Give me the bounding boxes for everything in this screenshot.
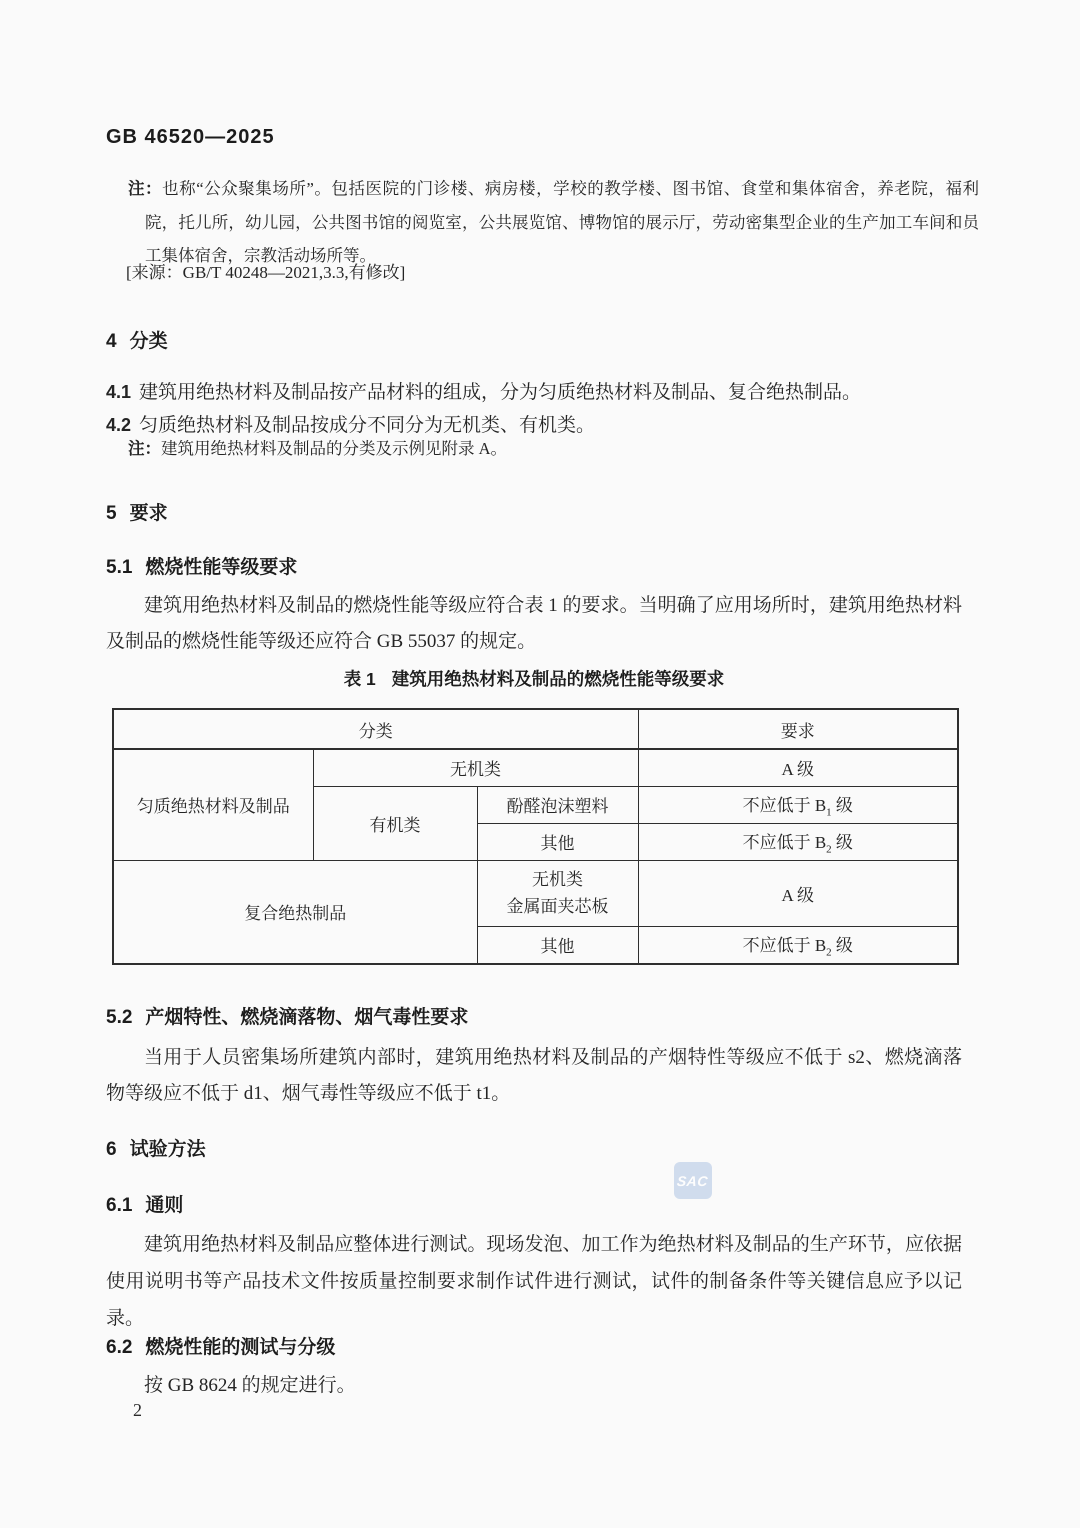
heading-title: 通则 bbox=[145, 1195, 184, 1216]
cell-inorganic: 无机类 bbox=[313, 749, 638, 786]
caption-title: 建筑用绝热材料及制品的燃烧性能等级要求 bbox=[391, 669, 725, 689]
req-text: 级 bbox=[831, 936, 853, 956]
heading-5-1 bbox=[106, 552, 297, 579]
section-6-heading bbox=[106, 1134, 206, 1161]
heading-number: 5.1 bbox=[106, 557, 133, 578]
para-5-1: 建筑用绝热材料及制品的燃烧性能等级应符合表 1 的要求。当明确了应用场所时，建筑用绝热材料及制品的燃烧性能等级还应符合 GB 55037 的规定。 bbox=[106, 595, 962, 652]
req-text: 不应低于 B bbox=[742, 936, 827, 956]
cell-composite-inorganic bbox=[477, 860, 638, 926]
table-header-row bbox=[113, 709, 958, 749]
section-5-heading bbox=[106, 498, 168, 525]
cell-line: 无机类 bbox=[532, 870, 583, 889]
clause-number: 4.2 bbox=[106, 415, 132, 435]
heading-number: 5.2 bbox=[106, 1007, 133, 1028]
heading-title: 分类 bbox=[129, 331, 168, 352]
cell-req-other-composite bbox=[638, 926, 958, 964]
heading-title: 燃烧性能的测试与分级 bbox=[145, 1337, 336, 1358]
source-line: [来源：GB/T 40248—2021,3.3,有修改] bbox=[126, 263, 406, 282]
section-4-note bbox=[128, 432, 979, 466]
heading-number: 6.2 bbox=[106, 1337, 133, 1358]
req-text: 不应低于 B bbox=[742, 795, 827, 815]
cell-req-composite-inorganic: A 级 bbox=[638, 860, 958, 926]
sac-watermark-text: SAC bbox=[676, 1172, 710, 1189]
note-label: 注： bbox=[128, 180, 163, 198]
clause-number: 4.1 bbox=[106, 382, 132, 402]
heading-6-2 bbox=[106, 1332, 335, 1359]
clause-text: 匀质绝热材料及制品按成分不同分为无机类、有机类。 bbox=[139, 415, 596, 436]
cell-line: 金属面夹芯板 bbox=[506, 897, 609, 916]
table-row bbox=[113, 860, 958, 926]
heading-5-2 bbox=[106, 1002, 468, 1029]
heading-title: 产烟特性、燃烧滴落物、烟气毒性要求 bbox=[145, 1007, 469, 1028]
page-number: 2 bbox=[133, 1400, 142, 1420]
heading-title: 要求 bbox=[129, 503, 168, 524]
cell-req-inorganic: A 级 bbox=[638, 749, 958, 786]
req-text: 不应低于 B bbox=[742, 832, 827, 852]
clause-text: 建筑用绝热材料及制品按产品材料的组成，分为匀质绝热材料及制品、复合绝热制品。 bbox=[139, 382, 862, 403]
cell-other-homogeneous: 其他 bbox=[477, 823, 638, 860]
heading-number: 6.1 bbox=[106, 1195, 133, 1216]
cell-other-composite: 其他 bbox=[477, 926, 638, 964]
cell-req-phenolic bbox=[638, 786, 958, 823]
table-header-classification: 分类 bbox=[113, 709, 638, 749]
req-subscript: 1 bbox=[826, 806, 832, 819]
cell-organic: 有机类 bbox=[313, 786, 477, 860]
para-6-2: 按 GB 8624 的规定进行。 bbox=[144, 1375, 356, 1396]
heading-number: 4 bbox=[106, 331, 117, 352]
doc-code: GB 46520—2025 bbox=[106, 126, 275, 148]
req-subscript: 2 bbox=[826, 946, 832, 959]
para-6-1: 建筑用绝热材料及制品应整体进行测试。现场发泡、加工作为绝热材料及制品的生产环节，应依据使用说明书等产品技术文件按质量控制要求制作试件进行测试，试件的制备条件等关键信息应予以记录。 bbox=[106, 1234, 962, 1329]
req-text: 级 bbox=[831, 832, 853, 852]
cell-composite: 复合绝热制品 bbox=[113, 860, 477, 964]
req-subscript: 2 bbox=[826, 843, 832, 856]
heading-number: 5 bbox=[106, 503, 117, 524]
clause-4-1 bbox=[106, 376, 962, 409]
table-1 bbox=[112, 708, 959, 965]
table-1-caption bbox=[106, 666, 962, 691]
sac-watermark-logo bbox=[674, 1162, 712, 1199]
term-note bbox=[128, 172, 979, 272]
heading-6-1 bbox=[106, 1190, 183, 1217]
heading-title: 试验方法 bbox=[129, 1139, 206, 1160]
note-text: 建筑用绝热材料及制品的分类及示例见附录 A。 bbox=[161, 439, 508, 458]
caption-label: 表 1 bbox=[343, 669, 376, 689]
table-row bbox=[113, 749, 958, 786]
cell-phenolic: 酚醛泡沫塑料 bbox=[477, 786, 638, 823]
section-4-heading bbox=[106, 326, 168, 353]
table-header-requirement: 要求 bbox=[638, 709, 958, 749]
cell-homogeneous: 匀质绝热材料及制品 bbox=[113, 749, 313, 860]
req-text: 级 bbox=[831, 795, 853, 815]
note-label: 注： bbox=[128, 440, 161, 458]
heading-number: 6 bbox=[106, 1139, 117, 1160]
para-5-2: 当用于人员密集场所建筑内部时，建筑用绝热材料及制品的产烟特性等级应不低于 s2、燃烧滴落物等级应不低于 d1、烟气毒性等级应不低于 t1。 bbox=[106, 1047, 962, 1104]
note-text: 也称“公众聚集场所”。包括医院的门诊楼、病房楼，学校的教学楼、图书馆、食堂和集体宿舍，养老院，福利院，托儿所，幼儿园，公共图书馆的阅览室，公共展览馆、博物馆的展示厅，劳动密集型企业的生产加工车间和员工集体宿舍，宗教活动场所等。 bbox=[145, 179, 980, 265]
cell-req-other-homogeneous bbox=[638, 823, 958, 860]
heading-title: 燃烧性能等级要求 bbox=[145, 557, 298, 578]
